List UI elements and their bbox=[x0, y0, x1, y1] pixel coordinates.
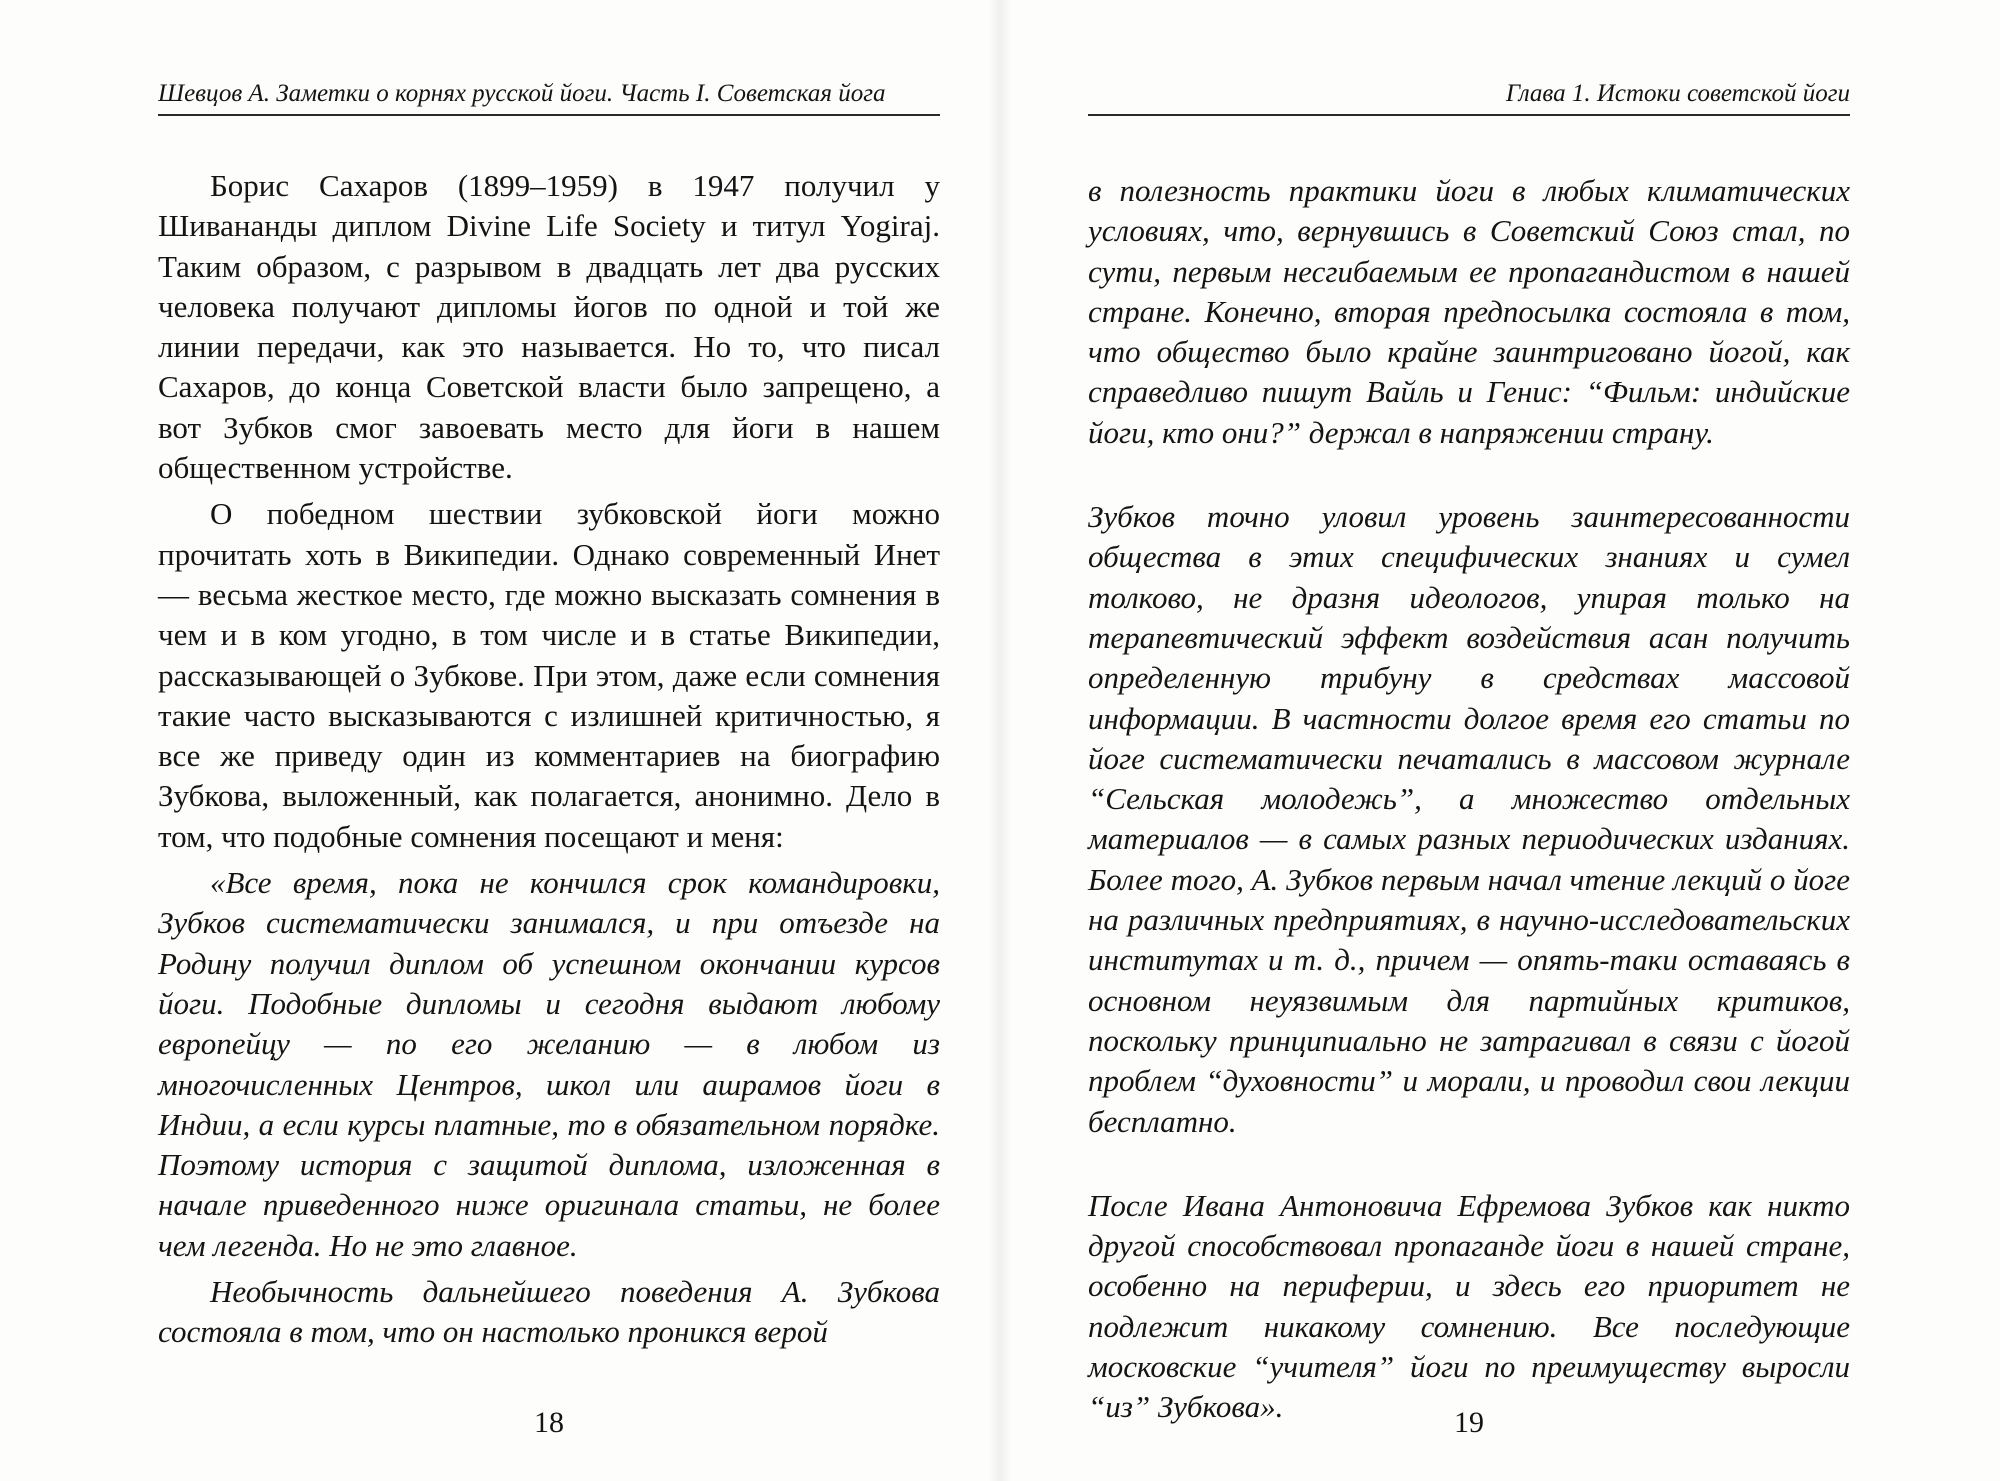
left-running-head: Шевцов А. Заметки о корнях русской йоги. Часть I. Советская йога bbox=[158, 74, 940, 116]
left-page bbox=[158, 0, 940, 1481]
left-page-body bbox=[158, 166, 940, 1353]
right-running-head: Глава 1. Истоки советской йоги bbox=[1088, 74, 1850, 116]
left-quote-paragraph-2: Необычность дальнейшего поведения А. Зубкова состояла в том, что он настолько проникся верой bbox=[158, 1274, 940, 1350]
book-gutter bbox=[988, 0, 1012, 1481]
right-paragraph-1: в полезность практики йоги в любых климатических условиях, что, вернувшись в Советский Союз стал, по сути, первым несгибаемым ее пропагандистом в нашей стране. Конечно, вторая предпосылка состояла в том, что общество было крайне заинтриговано йогой, как справедливо пишут Вайль и Генис: “Фильм: индийские йоги, кто они?” держал в напряжении страну. bbox=[1088, 173, 1850, 450]
left-page-number: 18 bbox=[534, 1406, 564, 1439]
right-page-body bbox=[1088, 171, 1850, 1428]
left-paragraph-2: О победном шествии зубковской йоги можно прочитать хоть в Википедии. Однако современный Инет — весьма жесткое место, где можно высказать сомнения в чем и в ком угодно, в том числе и в статье Википедии, рассказывающей о Зубкове. При этом, даже если сомнения такие часто высказываются с излишней критичностью, я все же приведу один из комментариев на биографию Зубкова, выложенный, как полагается, анонимно. Дело в том, что подобные сомнения посещают и меня: bbox=[158, 496, 940, 854]
right-page bbox=[1088, 0, 1850, 1481]
right-paragraph-3: После Ивана Антоновича Ефремова Зубков как никто другой способствовал пропаганде йоги в нашей стране, особенно на периферии, и здесь его приоритет не подлежит никакому сомнению. Все последующие московские “учителя” йоги по преимуществу выросли “из” Зубкова». bbox=[1088, 1187, 1850, 1425]
right-page-number: 19 bbox=[1454, 1406, 1484, 1439]
right-paragraph-2: Зубков точно уловил уровень заинтересованности общества в этих специфических знаниях и сумел толково, не дразня идеологов, упирая только на терапевтический эффект воздействия асан получить определенную трибуну в средствах массовой информации. В частности долгое время его статьи по йоге систематически печатались в массовом журнале “Сельская молодежь”, а множество отдельных материалов — в самых разных периодических изданиях. Более того, А. Зубков первым начал чтение лекций о йоге на различных предприятиях, в научно-исследовательских институтах и т. д., причем — опять-таки оставаясь в основном неуязвимым для партийных критиков, поскольку принципиально не затрагивал в связи с йогой проблем “духовности” и морали, и проводил свои лекции бесплатно. bbox=[1088, 499, 1850, 1139]
left-paragraph-1: Борис Сахаров (1899–1959) в 1947 получил у Шивананды диплом Divine Life Society и титул Yogiraj. Таким образом, с разрывом в двадцать лет два русских человека получают дипломы йогов по одной и той же линии передачи, как это называется. Но то, что писал Сахаров, до конца Советской власти было запрещено, а вот Зубков смог завоевать место для йоги в нашем общественном устройстве. bbox=[158, 168, 940, 486]
left-quote-paragraph-1: «Все время, пока не кончился срок командировки, Зубков систематически занимался, и при отъезде на Родину получил диплом об успешном окончании курсов йоги. Подобные дипломы и сегодня выдают любому европейцу — по его желанию — в любом из многочисленных Центров, школ или ашрамов йоги в Индии, а если курсы платные, то в обязательном порядке. Поэтому история с защитой диплома, изложенная в начале приведенного ниже оригинала статьи, не более чем легенда. Но не это главное. bbox=[158, 865, 940, 1263]
